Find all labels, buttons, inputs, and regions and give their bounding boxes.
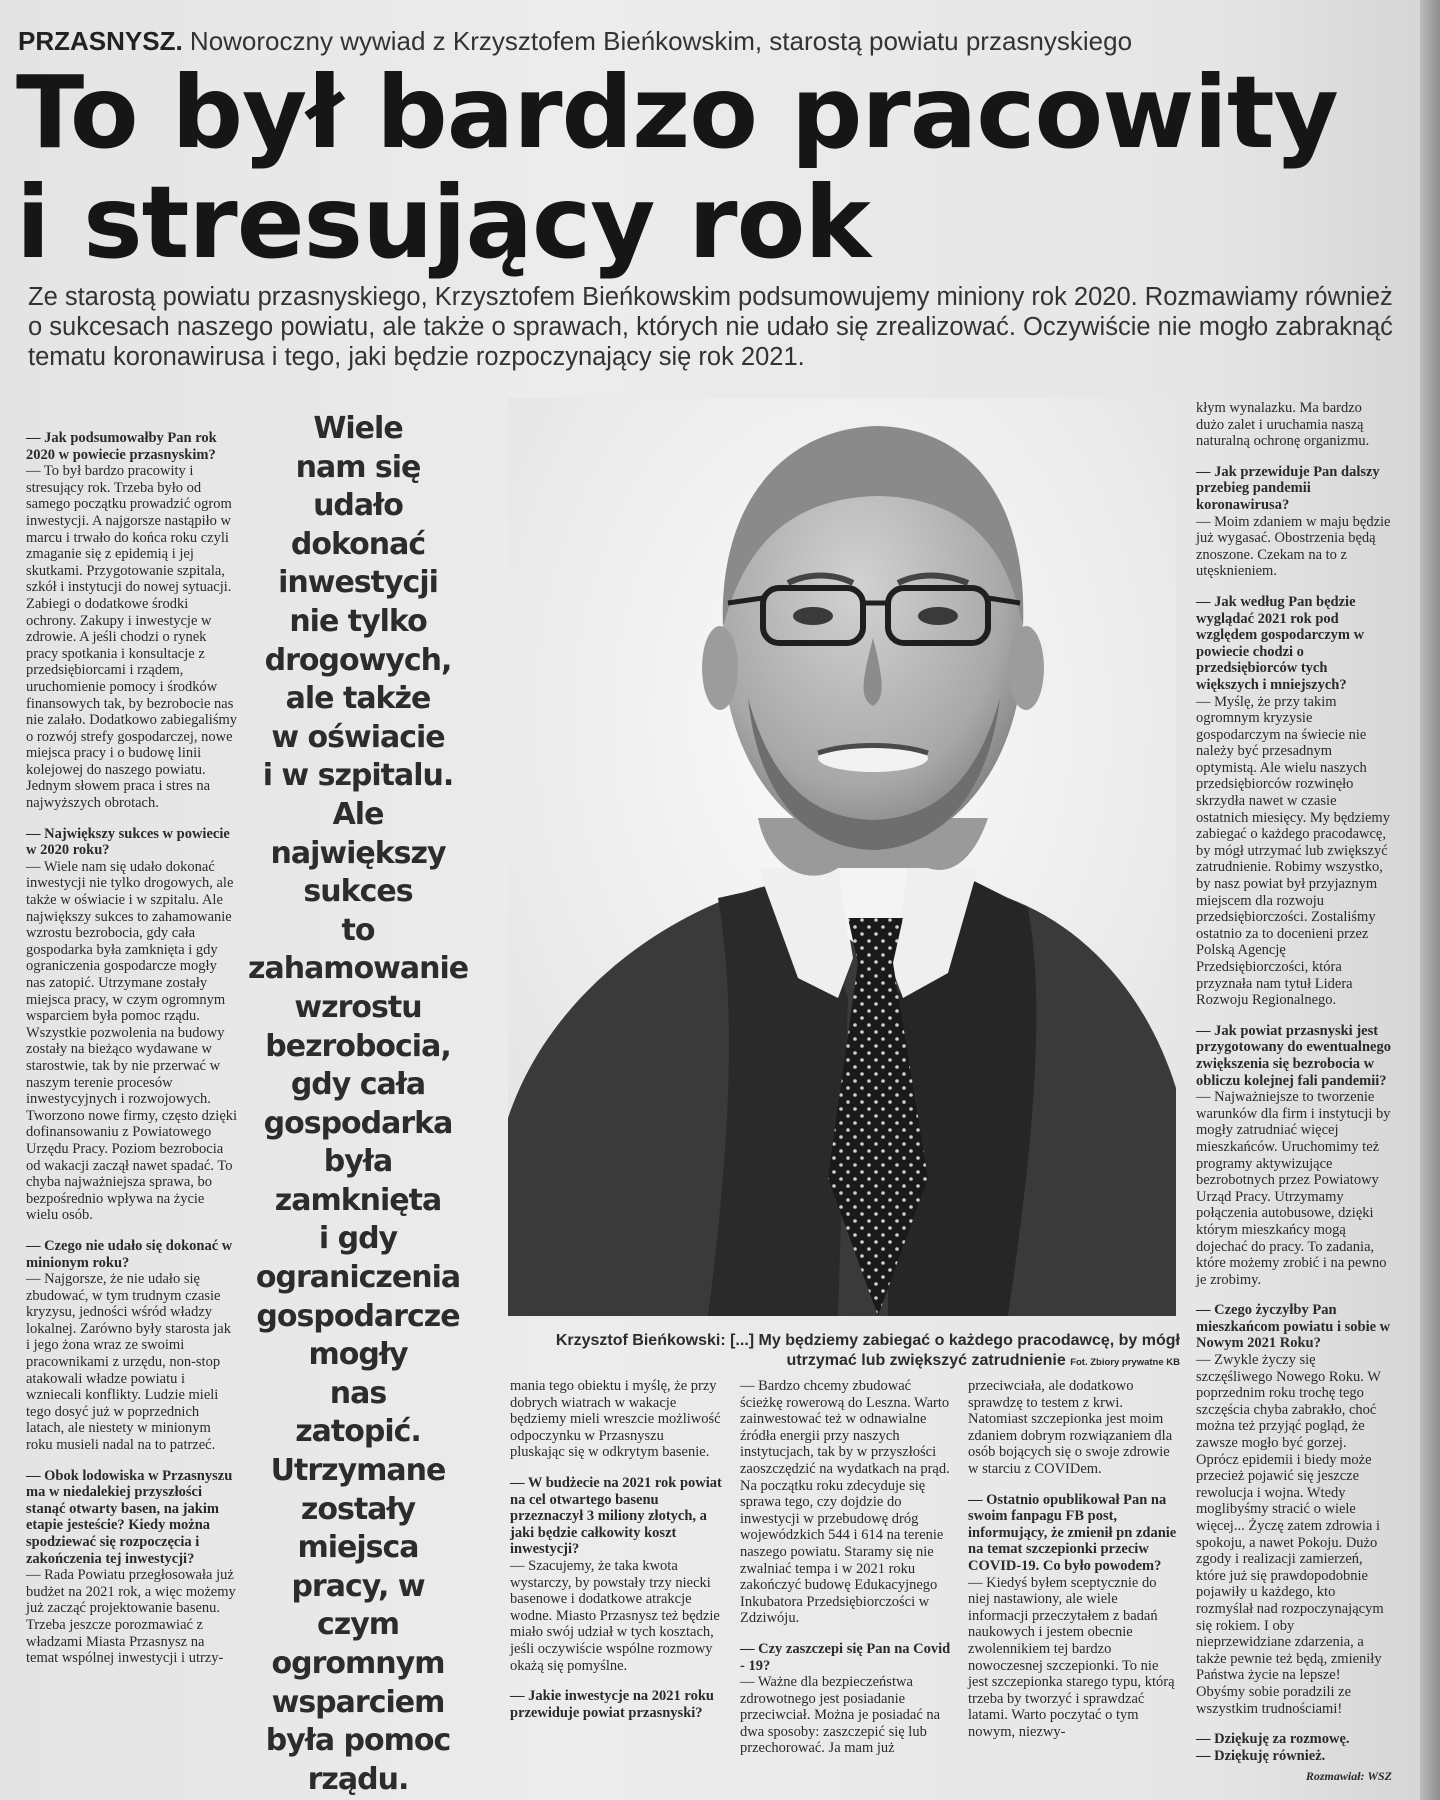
pull-quote — [248, 410, 468, 1799]
answer-paragraph: — Najgorsze, że nie udało się zbudować, w tym trudnym czasie kryzysu, jedności wśród władzy lokalnej. Zarówno były starosta jak i jego żona wraz ze swoimi pracownikami z urzędu, non-stop atakowali władze powiatu i wzniecali konflikty. Ludzie mieli tego dosyć już w poprzednich latach, ale niestety w minionym roku musieli nadal na to patrzeć. — [26, 1271, 231, 1454]
answer-paragraph: — Kiedyś byłem sceptycznie do niej nastawiony, ale wiele informacji przeczytałem z badań naukowych i jestem obecnie zwolennikiem tej bardzo nowoczesnej szczepionki. To nie jest szczepionka starego typu, którą trzeba by tworzyć i sprawdzać latami. Warto poczytać o tym nowym, niezwy- — [968, 1574, 1175, 1740]
answer-paragraph: mania tego obiektu i myślę, że przy dobrych wiatrach w wakacje będziemy mieli wreszcie możliwość odpoczynku w Przasnyszu pluskając się w odkrytym basenie. — [510, 1378, 721, 1461]
pull-quote-line: była pomoc — [265, 1723, 451, 1759]
pull-quote-line: Ale — [332, 796, 384, 832]
answer-paragraph: — Ważne dla bezpieczeństwa zdrowotnego jest posiadanie przeciwciał. Można je posiadać na dwa sposoby: zaszczepić się lub przechorować. Ja mam już — [740, 1674, 941, 1757]
question-paragraph: — Ostatnio opublikował Pan na swoim fanpagu FB post, informujący, że zmienił pn zdanie na temat szczepionki przeciw COVID-19. Co było powodem? — [968, 1491, 1177, 1574]
kicker — [18, 26, 1398, 57]
headline-line-2: i stresujący rok — [16, 164, 870, 281]
answer-paragraph: przeciwciała, ale dodatkowo sprawdzę to testem z krwi. Natomiast szczepionka jest moim zdaniem dobrym rozwiązaniem dla osób bojących się o swoje zdrowie w starciu z COVIDem. — [968, 1378, 1173, 1477]
answer-paragraph: — Rada Powiatu przegłosowała już budżet na 2021 rok, a więc możemy już zacząć projektowanie basenu. Trzeba jeszcze porozmawiać z władzami Miasta Przasnysz na temat wspólnej inwestycji i utrzy- — [26, 1567, 236, 1667]
text-column-4 — [968, 1378, 1180, 1740]
pull-quote-line: sukces — [303, 874, 413, 910]
portrait-photo — [508, 398, 1176, 1316]
pull-quote-line: zamknięta — [274, 1182, 442, 1218]
pull-quote-line: zatopić. — [295, 1414, 421, 1450]
photo-credit: Fot. Zbiory prywatne KB — [1070, 1357, 1180, 1368]
question-paragraph: — Jak podsumowałby Pan rok 2020 w powiecie przasnyskim? — [26, 430, 217, 463]
answer-paragraph: kłym wynalazku. Ma bardzo dużo zalet i uruchamia naszą naturalną ochronę organizmu. — [1196, 400, 1370, 450]
pull-quote-line: gospodarcze — [256, 1298, 460, 1334]
question-paragraph: — Obok lodowiska w Przasnyszu ma w niedalekiej przyszłości stanąć otwarty basen, na jakim etapie jesteście? Kiedy można spodziewać się rozpoczęcia i zakończenia tej inwestycji? — [26, 1467, 233, 1567]
pull-quote-line: wzrostu — [294, 989, 422, 1025]
pull-quote-line: zahamowanie — [248, 951, 469, 987]
pull-quote-line: nam się — [295, 449, 421, 485]
pull-quote-line: rządu. — [307, 1761, 409, 1797]
headline — [16, 54, 1416, 281]
pull-quote-line: ale także — [285, 681, 431, 717]
text-column-3 — [740, 1378, 952, 1757]
question-paragraph: — Dziękuję za rozmowę. — [1196, 1731, 1350, 1748]
pull-quote-line: Utrzymane — [270, 1453, 446, 1489]
portrait-illustration — [508, 398, 1176, 1316]
question-paragraph: — Jak powiat przasnyski jest przygotowany do ewentualnego zwiększenia się bezrobocia w obliczu kolejnej fali pandemii? — [1196, 1022, 1391, 1089]
pull-quote-line: mogły — [308, 1337, 408, 1373]
question-paragraph: — W budżecie na 2021 rok powiat na cel otwartego basenu przeznaczył 3 miliony złotych, a jaki będzie całkowity koszt inwestycji? — [510, 1474, 722, 1558]
answer-paragraph: — Wiele nam się udało dokonać inwestycji nie tylko drogowych, ale także w oświacie i w szpitalu. Ale największy sukces to zahamowanie wzrostu bezrobocia, gdy cała gospodarka była zamknięta i gdy ograniczenia gospodarcze mogły nas zatopić. Utrzymane zostały miejsca pracy, w czym ogromnym wsparciem była pomoc rządu. Wszystkie pozwolenia na budowy zostały na bieżąco wydawane w starostwie, tak by nie przerwać w naszym terenie procesów inwestycyjnych i rozwojowych. Tworzono nowe firmy, często dzięki dofinansowaniu z Powiatowego Urzędu Pracy. Poziom bezrobocia od wakacji zaczął nawet spadać. To chyba najważniejsza sprawa, bo bezpośrednio wpływa na życie wielu osób. — [26, 858, 238, 1224]
pull-quote-line: to — [341, 912, 375, 948]
pull-quote-line: inwestycji — [278, 565, 438, 601]
answer-paragraph: — Zwykle życzy się szczęśliwego Nowego Roku. W poprzednim roku trochę tego szczęścia chyba zabrakło, choć można też przyjąć pogląd, że zawsze mogło być gorzej. Oprócz epidemii i biedy może przecież pojawić się jeszcze rewolucja i wojna. Wtedy moglibyśmy stracić o wiele więcej... Życzę zatem zdrowia i spokoju, a nawet Pokoju. Dużo zgody i realizacji zamierzeń, które już się prawdopodobnie pojawiły u każdego, kto rozmyślał nad rozpoczynającym się rokiem. I oby nieprzewidziane zdarzenia, a także pewnie też będą, zmieniły Państwa życie na lepsze! Obyśmy sobie poradzili ze wszystkim trudnościami! — [1196, 1352, 1384, 1717]
caption-text: Krzysztof Bieńkowski: [...] My będziemy zabiegać o każdego pracodawcę, by mógł utrzymać lub zwiększyć zatrudnienie — [555, 1332, 1180, 1369]
pull-quote-line: w oświacie — [271, 719, 445, 755]
pull-quote-line: bezrobocia, — [265, 1028, 451, 1064]
pull-quote-line: nie tylko — [289, 603, 427, 639]
question-paragraph: — Czego nie udało się dokonać w minionym roku? — [26, 1237, 233, 1271]
question-paragraph: — Dziękuję również. — [1196, 1747, 1326, 1764]
question-paragraph: — Czego życzyłby Pan mieszkańcom powiatu i sobie w Nowym 2021 Roku? — [1196, 1302, 1391, 1352]
answer-paragraph: — Moim zdaniem w maju będzie już wygasać. Obostrzenia będą znoszone. Czekam na to z utęsknieniem. — [1196, 513, 1391, 580]
pull-quote-line: i w szpitalu. — [262, 758, 454, 794]
pull-quote-line: gospodarka — [263, 1105, 453, 1141]
pull-quote-line: Wiele — [313, 411, 403, 446]
pull-quote-line: nas — [329, 1375, 387, 1411]
text-column-5 — [1196, 400, 1392, 1785]
question-paragraph: — Czy zaszczepi się Pan na Covid - 19? — [740, 1640, 951, 1674]
answer-paragraph: — To był bardzo pracowity i stresujący rok. Trzeba było od samego początku prowadzić ogrom inwestycji. A najgorsze nastąpiło w marcu i trwało do końca roku czyli zmaganie się z epidemią i jej skutkami. Przygotowanie szpitala, szkół i instytucji do nowej sytuacji. Zabiegi o dodatkowe środki ochrony. Zakupy i inwestycje w zdrowie. A jeśli chodzi o rynek pracy spotkania i konsultacje z przedsiębiorcami i rządem, uruchomienie pomocy i środków finansowych tak, by bezrobocie nas nie zalało. Dodatkowo zabiegaliśmy o rozwój strefy gospodarczej, nowe miejsca pracy i o budowę linii kolejowej do naszego powiatu. Jednym słowem praca i stres na najwyższych obrotach. — [26, 463, 237, 812]
headline-line-1: To był bardzo pracowity — [16, 54, 1338, 171]
answer-paragraph: — Najważniejsze to tworzenie warunków dla firm i instytucji by mogły zatrudniać więcej mieszkańców. Uruchomimy też programy aktywizujące bezrobotnych przez Powiatowy Urząd Pracy. Utrzymamy połączenia autobusowe, dzięki którym mieszkańcy mogą dojechać do pracy. To zadania, które możemy zrobić i na pewno je zrobimy. — [1196, 1089, 1391, 1288]
question-paragraph: — Jak przewiduje Pan dalszy przebieg pandemii koronawirusa? — [1196, 463, 1380, 513]
text-column-2 — [510, 1378, 722, 1721]
pull-quote-line: największy — [270, 835, 446, 871]
answer-paragraph: — Bardzo chcemy zbudować ścieżkę rowerową do Leszna. Warto zainwestować też w odnawialne źródła energii przy naszych instytucjach, tak by w przyszłości zaoszczędzić na wydatkach na prąd. Na początku roku zdecyduje się sprawa tego, czy dojdzie do inwestycji w przebudowę dróg wojewódzkich 544 i 614 na terenie naszego powiatu. Staramy się nie zwalniać tempa i w 2021 roku zakończyć budowę Edukacyjnego Inkubatora Przedsiębiorczości w Zdziwóju. — [740, 1378, 950, 1627]
answer-paragraph: — Szacujemy, że taka kwota wystarczy, by powstały trzy niecki basenowe i dodatkowe atrakcje wodne. Miasto Przasnysz też będzie miało swój udział w tych kosztach, jeśli oczywiście wspólne rozmowy okażą się pomyślne. — [510, 1557, 720, 1674]
answer-paragraph: — Myślę, że przy takim ogromnym kryzysie gospodarczym na świecie nie należy być przesadnym optymistą. Ale wielu naszych przedsiębiorców rozwinęło skrzydła nawet w czasie ostatnich miesięcy. My będziemy zabiegać o każdego pracodawcę, by mógł utrzymać lub zwiększyć zatrudnienie. Robimy wszystko, by nasz powiat był przyjaznym miejscem dla rozwoju przedsiębiorczości. Zostaliśmy ostatnio za to docenieni przez Polską Agencję Przedsiębiorczości, która przyznała nam tytuł Lidera Rozwoju Regionalnego. — [1196, 693, 1390, 1009]
lead-paragraph: Ze starostą powiatu przasnyskiego, Krzysztofem Bieńkowskim podsumowujemy miniony rok 2020. Rozmawiamy również o sukcesach naszego powiatu, ale także o sprawach, których nie udało się zrealizować. Oczywiście nie mogło zabraknąć tematu koronawirusa i tego, jaki będzie rozpoczynający się rok 2021. — [28, 283, 1393, 371]
kicker-text: Noworoczny wywiad z Krzysztofem Bieńkowskim, starostą powiatu przasnyskiego — [189, 26, 1133, 56]
text-column-1 — [26, 430, 238, 1667]
interviewer-signature: Rozmawiał: WSZ — [1305, 1769, 1392, 1784]
pull-quote-line: ogromnym — [271, 1646, 445, 1681]
question-paragraph: — Największy sukces w powiecie w 2020 roku? — [26, 825, 230, 859]
photo-caption — [540, 1331, 1180, 1373]
question-paragraph: — Jakie inwestycje na 2021 roku przewiduje powiat przasnyski? — [510, 1688, 714, 1721]
kicker-place: PRZASNYSZ. — [18, 26, 183, 56]
question-paragraph: — Jak według Pan będzie wyglądać 2021 rok pod względem gospodarczym w powiecie chodzi o przedsiębiorców tych większych i mniejszych? — [1196, 593, 1365, 693]
pull-quote-line: ograniczenia — [255, 1260, 461, 1296]
pull-quote-line: drogowych, — [264, 642, 452, 678]
pull-quote-line: udało — [313, 488, 403, 524]
pull-quote-line: wsparciem — [271, 1684, 445, 1720]
pull-quote-line: była — [323, 1144, 393, 1180]
pull-quote-line: zostały — [300, 1491, 416, 1527]
pull-quote-line: pracy, w czym — [291, 1568, 425, 1643]
pull-quote-line: i gdy — [318, 1221, 398, 1257]
pull-quote-line: gdy cała — [290, 1067, 426, 1103]
page-edge — [1420, 0, 1440, 1800]
pull-quote-line: dokonać — [290, 526, 426, 562]
pull-quote-line: miejsca — [297, 1530, 419, 1566]
